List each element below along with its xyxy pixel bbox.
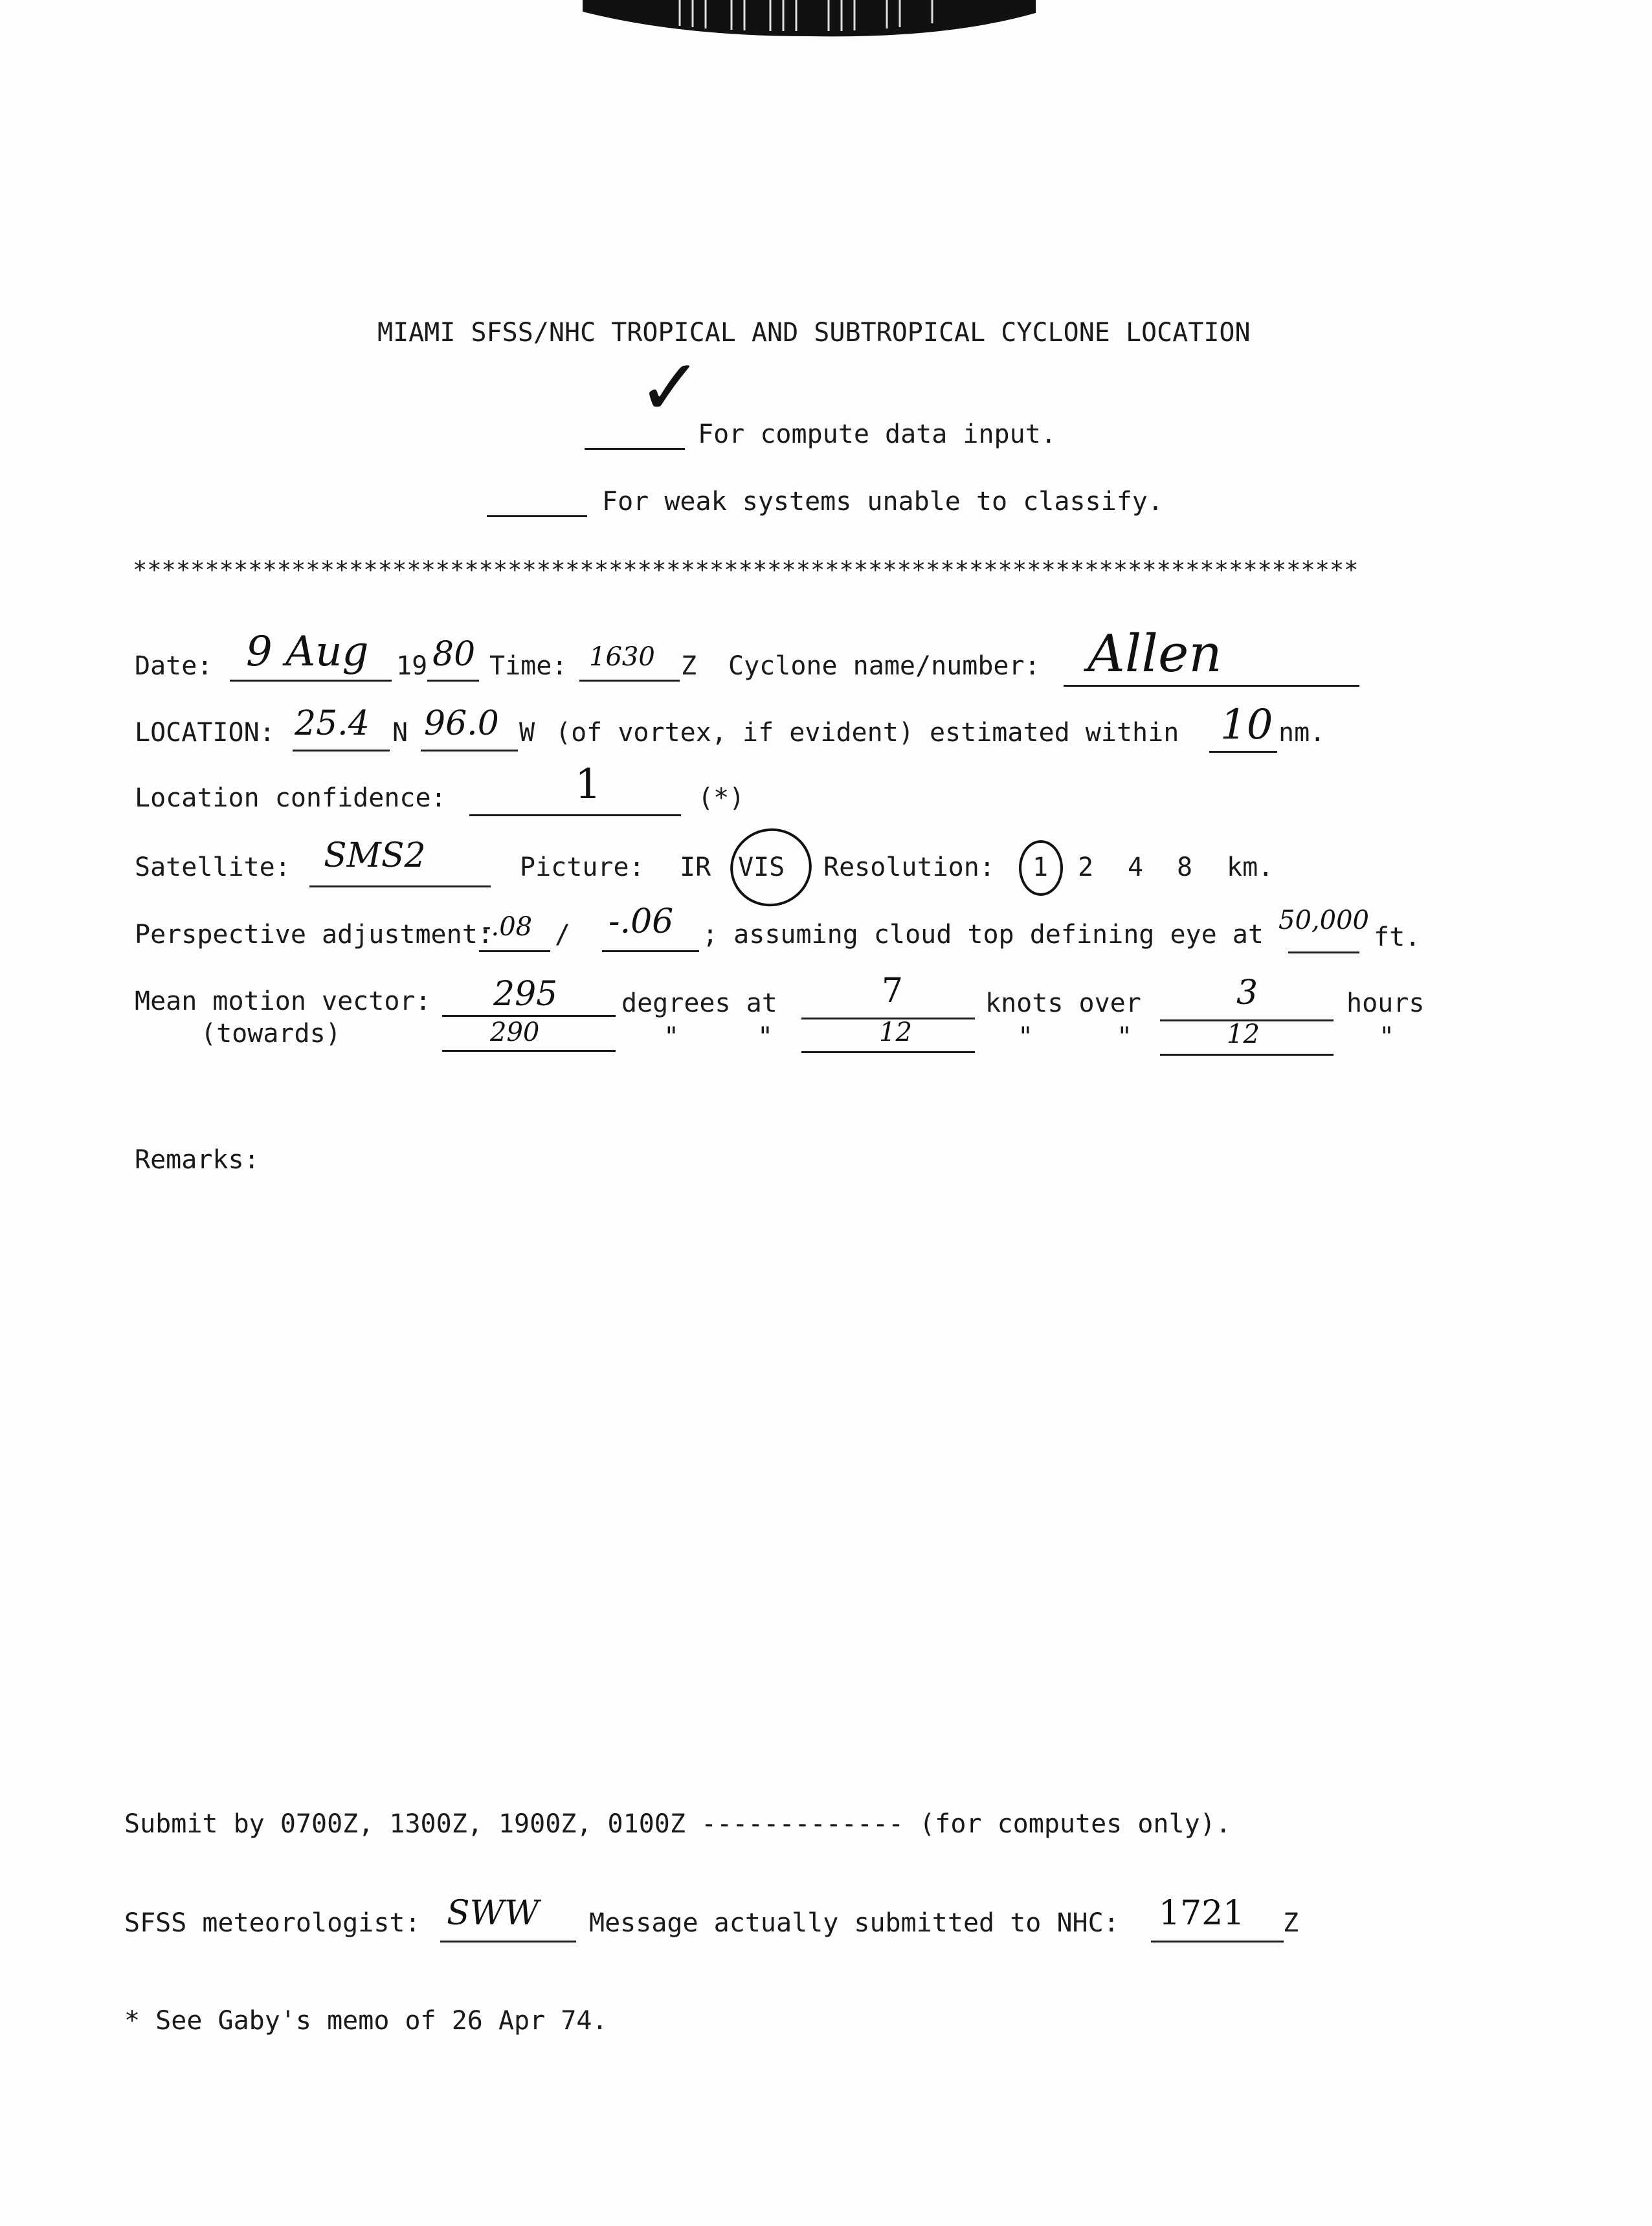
satellite-value: SMS2	[324, 836, 426, 875]
motion-hours-2-underline[interactable]	[1160, 1054, 1334, 1056]
cyclone-underline[interactable]	[1064, 685, 1359, 687]
resolution-option-1[interactable]: 1	[1032, 852, 1049, 882]
year-underline[interactable]	[427, 680, 479, 682]
confidence-value: 1	[575, 761, 601, 808]
compute-input-label: For compute data input.	[698, 419, 1056, 449]
submit-instructions: Submit by 0700Z, 1300Z, 1900Z, 0100Z ------------- (for computes only).	[124, 1809, 1231, 1839]
resolution-option-4[interactable]: 4	[1128, 852, 1144, 882]
motion-label: Mean motion vector:	[135, 986, 431, 1016]
asterisk-separator: *************************************************************************************	[133, 556, 1359, 584]
confidence-note: (*)	[698, 783, 745, 813]
message-value: 1721	[1159, 1894, 1245, 1933]
picture-label: Picture:	[520, 852, 645, 882]
form-title: MIAMI SFSS/NHC TROPICAL AND SUBTROPICAL CYCLONE LOCATION	[377, 318, 1251, 348]
motion-degrees-label: degrees at	[621, 988, 777, 1018]
motion-knots-2-underline[interactable]	[801, 1051, 975, 1053]
perspective-slash: /	[555, 920, 571, 950]
location-description: (of vortex, if evident) estimated within	[555, 718, 1179, 748]
cloud-height-underline[interactable]	[1288, 952, 1359, 953]
resolution-unit: km.	[1227, 852, 1274, 882]
motion-hours-1: 3	[1236, 974, 1258, 1012]
perspective-underline-2[interactable]	[602, 950, 699, 952]
location-label: LOCATION:	[135, 718, 275, 748]
year-value: 80	[432, 635, 476, 674]
message-suffix: Z	[1283, 1908, 1299, 1938]
motion-hours-2: 12	[1227, 1019, 1260, 1049]
satellite-underline[interactable]	[309, 885, 491, 887]
message-underline[interactable]	[1151, 1941, 1284, 1942]
weak-systems-label: For weak systems unable to classify.	[602, 487, 1163, 517]
cyclone-value: Allen	[1088, 623, 1222, 684]
check-mark: ✓	[638, 343, 703, 433]
ditto-mark: "	[1379, 1022, 1395, 1052]
meteorologist-underline[interactable]	[440, 1941, 576, 1942]
motion-degrees-2-underline[interactable]	[442, 1050, 616, 1052]
ditto-mark: "	[757, 1022, 774, 1052]
ditto-mark: "	[1018, 1022, 1034, 1052]
motion-degrees-1-underline[interactable]	[442, 1015, 616, 1017]
latitude-underline[interactable]	[293, 750, 390, 751]
resolution-option-8[interactable]: 8	[1177, 852, 1193, 882]
cloud-height-value: 50,000	[1278, 906, 1369, 935]
within-underline[interactable]	[1209, 751, 1277, 753]
perspective-value-1: -.08	[482, 912, 533, 942]
time-label: Time:	[489, 651, 568, 681]
remarks-label: Remarks:	[135, 1145, 260, 1175]
latitude-value: 25.4	[295, 704, 370, 743]
motion-sub-label: (towards)	[201, 1019, 341, 1049]
time-underline[interactable]	[579, 680, 680, 682]
within-suffix: nm.	[1278, 718, 1326, 748]
resolution-label: Resolution:	[823, 852, 995, 882]
cloud-height-unit: ft.	[1374, 922, 1421, 952]
date-label: Date:	[135, 651, 213, 681]
meteorologist-value: SWW	[447, 1894, 539, 1933]
compute-input-blank[interactable]	[585, 448, 685, 450]
confidence-label: Location confidence:	[135, 783, 447, 813]
weak-systems-blank[interactable]	[487, 515, 587, 517]
perspective-label: Perspective adjustment:	[135, 920, 493, 950]
perspective-description: ; assuming cloud top defining eye at	[702, 920, 1264, 950]
resolution-option-2[interactable]: 2	[1078, 852, 1094, 882]
time-suffix: Z	[681, 651, 697, 681]
within-value: 10	[1220, 701, 1273, 749]
year-prefix: 19	[396, 651, 428, 681]
ditto-mark: "	[1117, 1022, 1133, 1052]
longitude-value: 96.0	[424, 704, 499, 743]
vis-selection-circle	[722, 819, 821, 916]
message-label: Message actually submitted to NHC:	[589, 1908, 1119, 1938]
date-underline[interactable]	[230, 680, 392, 682]
motion-degrees-2: 290	[490, 1018, 540, 1047]
perspective-value-2: -.06	[608, 902, 674, 941]
picture-option-vis[interactable]: VIS	[738, 852, 785, 882]
motion-knots-2: 12	[879, 1018, 912, 1047]
scan-artifact	[583, 0, 1036, 39]
perspective-underline-1[interactable]	[479, 950, 550, 952]
cyclone-label: Cyclone name/number:	[728, 651, 1040, 681]
footnote: * See Gaby's memo of 26 Apr 74.	[124, 2006, 608, 2036]
picture-option-ir[interactable]: IR	[680, 852, 711, 882]
meteorologist-label: SFSS meteorologist:	[124, 1908, 421, 1938]
ditto-mark: "	[664, 1022, 680, 1052]
motion-hours-label: hours	[1346, 988, 1425, 1018]
motion-degrees-1: 295	[493, 975, 558, 1014]
longitude-suffix: W	[519, 718, 535, 748]
latitude-suffix: N	[392, 718, 408, 748]
motion-knots-label: knots over	[985, 988, 1141, 1018]
satellite-label: Satellite:	[135, 852, 291, 882]
date-value: 9 Aug	[246, 628, 369, 676]
longitude-underline[interactable]	[421, 750, 518, 751]
motion-knots-1: 7	[882, 972, 904, 1010]
confidence-underline[interactable]	[469, 814, 681, 816]
resolution-selection-circle	[1019, 840, 1063, 896]
time-value: 1630	[589, 642, 655, 672]
